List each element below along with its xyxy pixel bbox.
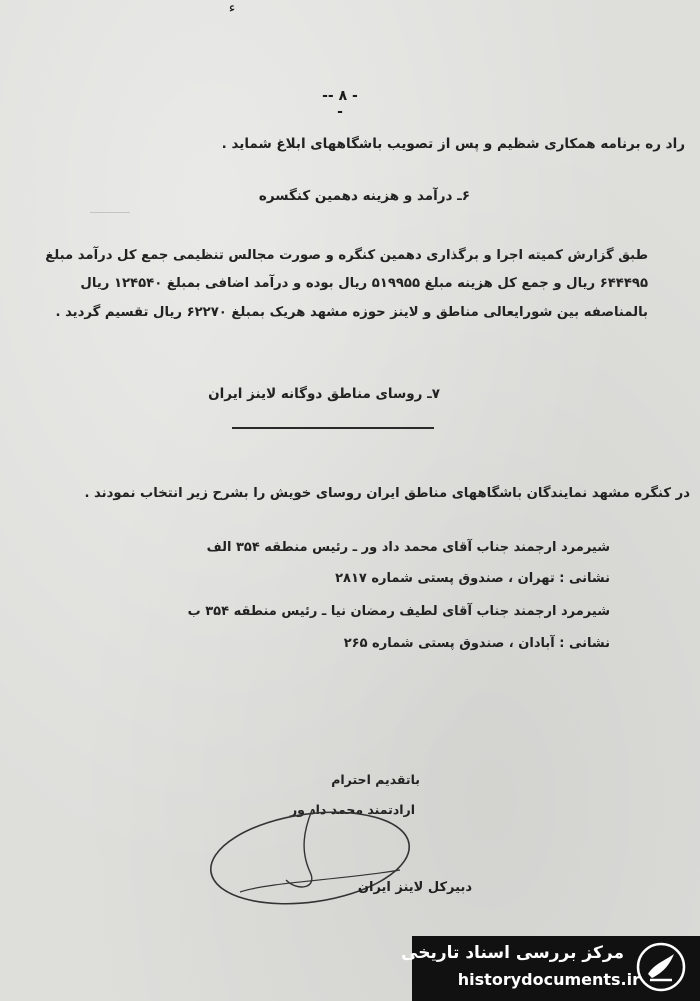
heading-presidents: ۷ـ روسای مناطق دوگانه لاینز ایران bbox=[208, 386, 440, 402]
president-2-name: شیرمرد ارجمند جناب آقای لطیف رمضان نیا ـ رئیس منطقه ۳۵۴ ب bbox=[187, 604, 610, 619]
page-number: -- ۸ -- bbox=[322, 88, 358, 120]
intro-line: راد ره برنامه همکاری شظیم و پس از تصویب باشگاههای ابلاغ شماید . bbox=[221, 136, 685, 152]
heading-underline bbox=[232, 427, 434, 429]
president-2-address: نشانی : آبادان ، صندوق پستی شماره ۲۶۵ bbox=[343, 636, 610, 651]
closing-greeting: باتقدیم احترام bbox=[331, 772, 420, 787]
book-quill-icon bbox=[636, 942, 686, 992]
watermark-title: مرکز بررسی اسناد تاریخی bbox=[401, 943, 624, 963]
president-1-address: نشانی : تهران ، صندوق پستی شماره ۲۸۱۷ bbox=[335, 571, 610, 586]
paragraph-line-2: ۶۴۴۴۹۵ ریال و جمع کل هزینه مبلغ ۵۱۹۹۵۵ ریال بوده و درآمد اضافی بمبلغ ۱۲۴۵۴۰ ریال bbox=[80, 276, 648, 291]
president-1-name: شیرمرد ارجمند جناب آقای محمد داد ور ـ رئیس منطقه ۳۵۴ الف bbox=[206, 540, 610, 555]
heading-income: ۶ـ درآمد و هزینه دهمین کنگسره bbox=[258, 188, 470, 204]
watermark-url[interactable]: historydocuments.ir bbox=[457, 970, 640, 989]
closing-signer: ارادتمند محمد داد ور bbox=[289, 802, 415, 817]
top-mark: ء bbox=[228, 0, 236, 16]
paragraph-line-3: بالمناصفه بین شورایعالی مناطق و لاینز حوزه مشهد هریک بمبلغ ۶۲۲۷۰ ریال تقسیم گردید . bbox=[55, 305, 648, 320]
paragraph-line-1: طبق گزارش کمیته اجرا و برگذاری دهمین کنگره و صورت مجالس تنظیمی جمع کل درآمد مبلغ bbox=[45, 248, 648, 263]
faint-line bbox=[90, 212, 130, 213]
paragraph-line-4: در کنگره مشهد نمایندگان باشگاههای مناطق ایران روسای خویش را بشرح زیر انتخاب نمودند . bbox=[84, 486, 690, 501]
closing-title: دبیرکل لاینز ایران bbox=[357, 880, 472, 895]
